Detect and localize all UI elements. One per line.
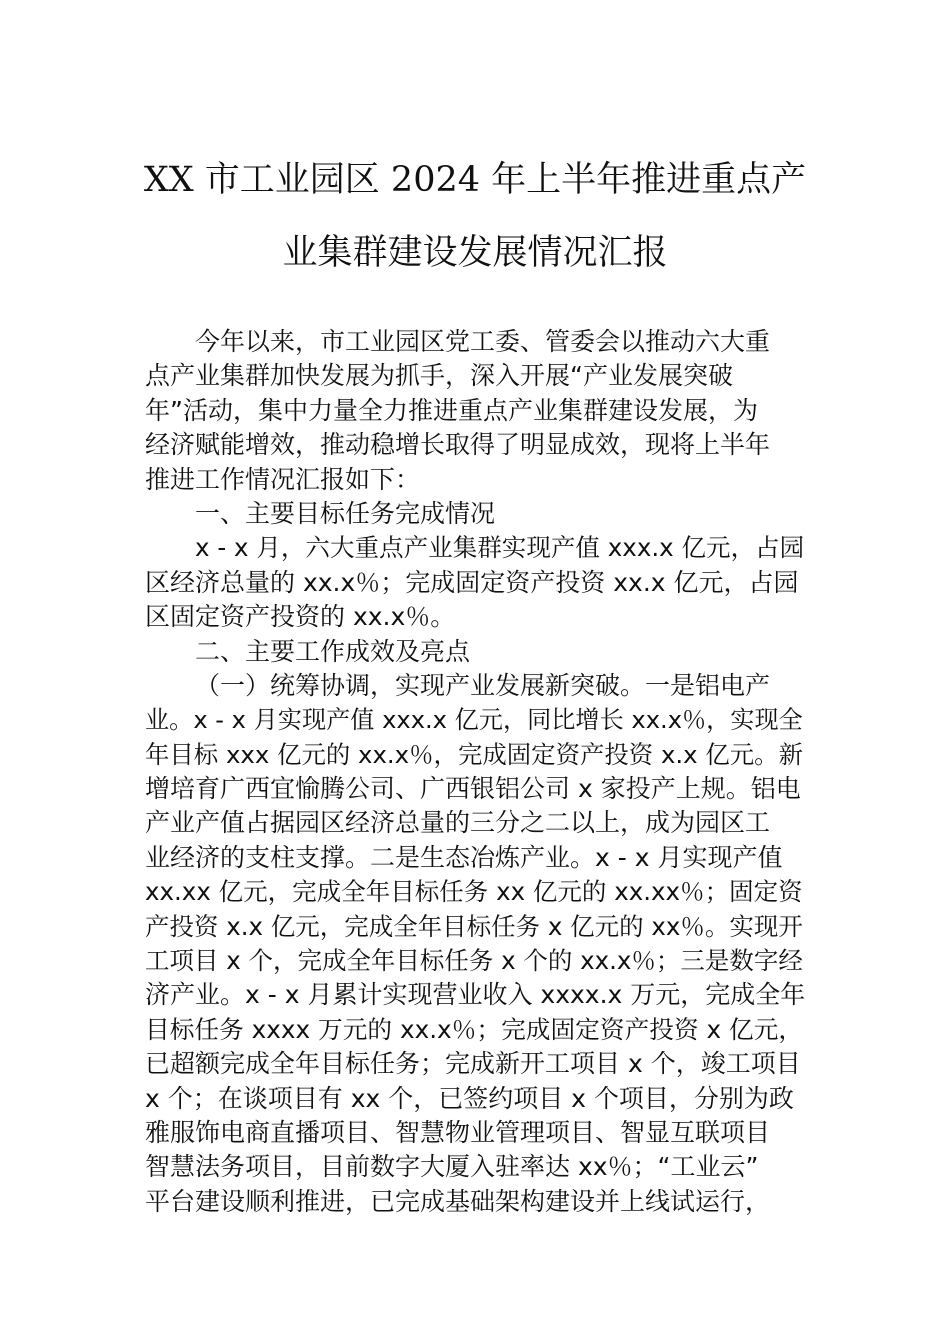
- body-text-line: 产投资 x.x 亿元，完成全年目标任务 x 亿元的 xx％。实现开: [145, 911, 803, 941]
- body-text-line: 业。x - x 月实现产值 xxx.x 亿元，同比增长 xx.x％，实现全: [145, 706, 803, 735]
- body-text-line: 经济赋能增效，推动稳增长取得了明显成效，现将上半年: [145, 430, 771, 460]
- body-text-line: 区固定资产投资的 xx.x％。: [145, 602, 456, 632]
- body-text-line: x 个；在谈项目有 xx 个，已签约项目 x 个项目，分别为政: [145, 1083, 794, 1113]
- body-text-line: 已超额完成全年目标任务；完成新开工项目 x 个，竣工项目: [145, 1049, 801, 1079]
- body-text-line: 目标任务 xxxx 万元的 xx.x％；完成固定资产投资 x 亿元，: [145, 1014, 804, 1044]
- body-text-line: xx.xx 亿元，完成全年目标任务 xx 亿元的 xx.xx％；固定资: [145, 877, 803, 907]
- body-text-line: 智慧法务项目，目前数字大厦入驻率达 xx％；“工业云”: [145, 1152, 759, 1182]
- body-text-line: 今年以来，市工业园区党工委、管委会以推动六大重: [195, 327, 771, 356]
- document-title: [120, 160, 830, 273]
- title-line-2: 业集群建设发展情况汇报: [282, 233, 668, 273]
- body-text-line: 推进工作情况汇报如下：: [145, 464, 421, 494]
- body-text-line: 雅服饰电商直播项目、智慧物业管理项目、智显互联项目: [145, 1117, 771, 1147]
- document-body: [145, 325, 810, 1219]
- body-text-line: 年”活动，集中力量全力推进重点产业集群建设发展，为: [145, 395, 758, 425]
- body-text-line: 一、主要目标任务完成情况: [195, 498, 496, 528]
- body-text-line: 业经济的支柱支撑。二是生态冶炼产业。x - x 月实现产值: [145, 842, 783, 872]
- body-text-line: 平台建设顺利推进，已完成基础架构建设并上线试运行，: [145, 1186, 771, 1216]
- body-text-line: x - x 月，六大重点产业集群实现产值 xxx.x 亿元，占园: [195, 533, 805, 563]
- title-line-1: XX 市工业园区 2024 年上半年推进重点产: [143, 160, 807, 200]
- body-text-line: 工项目 x 个，完成全年目标任务 x 个的 xx.x％；三是数字经: [145, 946, 803, 976]
- body-text-line: 年目标 xxx 亿元的 xx.x％，完成固定资产投资 x.x 亿元。新: [145, 739, 803, 769]
- body-text-line: 产业产值占据园区经济总量的三分之二以上，成为园区工: [145, 808, 771, 838]
- body-text-line: （一）统筹协调，实现产业发展新突破。一是铝电产: [195, 670, 771, 700]
- body-text-line: 二、主要工作成效及亮点: [195, 636, 471, 666]
- body-text-line: 点产业集群加快发展为抓手，深入开展“产业发展突破: [145, 361, 733, 391]
- body-text-line: 增培育广西宜愉腾公司、广西银铝公司 x 家投产上规。铝电: [145, 774, 801, 804]
- body-text-line: 济产业。x - x 月累计实现营业收入 xxxx.x 万元，完成全年: [145, 980, 806, 1010]
- body-text-line: 区经济总量的 xx.x％；完成固定资产投资 xx.x 亿元，占园: [145, 567, 799, 597]
